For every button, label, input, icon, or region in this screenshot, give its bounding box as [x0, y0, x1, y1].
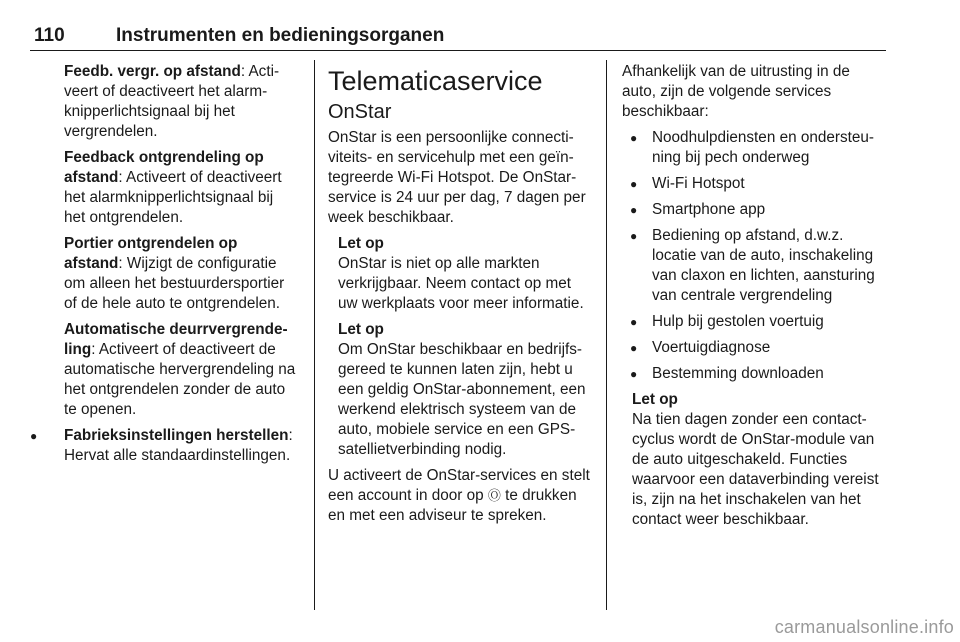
- column-2: [328, 66, 593, 532]
- service-item: ● Wi-Fi Hotspot: [622, 174, 888, 194]
- note-text: OnStar is niet op alle markten verkrijgbaar. Neem contact op met uw werkplaats voor meer informatie.: [338, 255, 584, 312]
- setting-text: : Activeert of deactiveert het alarmknipperlichtsignaal bij het vergrendelen.: [64, 63, 280, 140]
- section-heading: Telematicaservice: [328, 66, 543, 96]
- section-subheading: OnStar: [328, 101, 392, 123]
- setting-item: [64, 320, 296, 420]
- note-block: [338, 320, 593, 460]
- onstar-button-icon: Ⓞ: [487, 488, 501, 503]
- column-1: [64, 62, 296, 472]
- note-block: [338, 234, 593, 314]
- note-block: [632, 390, 888, 530]
- note-label: Let op: [338, 235, 384, 252]
- setting-term: Feedback ontgrendeling op afstand: [64, 149, 264, 186]
- outro-text-a: U activeert de OnStar-services en stelt een account in door op: [328, 467, 590, 504]
- setting-item: [64, 234, 296, 314]
- watermark: carmanualsonline.info: [774, 617, 954, 637]
- bullet-item: [30, 426, 296, 466]
- chapter-title: Instrumenten en bedieningsorganen: [116, 25, 445, 46]
- outro-text-b: te drukken en met een adviseur te spreken.: [328, 487, 577, 524]
- setting-term: Portier ontgrendelen op afstand: [64, 235, 238, 272]
- setting-item: [64, 62, 296, 142]
- setting-item: [64, 148, 296, 228]
- setting-term: Fabrieksinstellingen herstellen: [64, 427, 289, 444]
- note-text: Na tien dagen zonder een contactcyclus wordt de OnStar-module van de auto uitgeschakeld. Functies waarvoor een dataverbinding vereist is, zijn na het inschakelen van het contact weer beschikbaar.: [632, 411, 879, 528]
- setting-term: Automatische deurrvergrendeling: [64, 321, 288, 358]
- setting-text: : Activeert of deactiveert de automatische hervergrendeling na het ontgrendelen zonder de auto te openen.: [64, 341, 296, 418]
- service-item: ● Voertuigdiagnose: [622, 338, 888, 358]
- note-label: Let op: [338, 321, 384, 338]
- setting-text: : Wijzigt de configuratie om alleen het bestuurdersportier of de hele auto te ontgrendelen.: [64, 255, 285, 312]
- setting-text: : Hervat alle standaardinstellingen.: [64, 427, 293, 464]
- column-3: [622, 62, 888, 536]
- service-item: ● Smartphone app: [622, 200, 888, 220]
- column-divider-2: [606, 60, 607, 610]
- intro-paragraph: OnStar is een persoonlijke connectiviteits- en servicehulp met een geïntegreerde Wi-Fi Hotspot. De OnStar-service is 24 uur per dag, 7 dagen per week beschikbaar.: [328, 129, 586, 226]
- outro-paragraph: [328, 466, 593, 526]
- services-intro: Afhankelijk van de uitrusting in de auto, zijn de volgende services beschikbaar:: [622, 63, 850, 120]
- setting-term: Feedb. vergr. op afstand: [64, 63, 241, 80]
- service-item: ● Noodhulpdiensten en ondersteuning bij pech onderweg: [622, 128, 888, 168]
- service-item: ● Bediening op afstand, d.w.z. locatie van de auto, inschakeling van claxon en lichten, aansturing van centrale vergrendeling: [622, 226, 888, 306]
- note-label: Let op: [632, 391, 678, 408]
- page-number: 110: [34, 25, 65, 46]
- page-header: [30, 20, 886, 51]
- note-text: Om OnStar beschikbaar en bedrijfsgereed te kunnen laten zijn, hebt u een geldig OnStar-abonnement, een werkend elektrisch systeem van de auto, mobiele service en een GPS-satellietverbinding nodig.: [338, 341, 586, 458]
- setting-text: : Activeert of deactiveert het alarmknipperlichtsignaal bij het ontgrendelen.: [64, 169, 282, 226]
- service-item: ● Hulp bij gestolen voertuig: [622, 312, 888, 332]
- service-item: ● Bestemming downloaden: [622, 364, 888, 384]
- column-divider-1: [314, 60, 315, 610]
